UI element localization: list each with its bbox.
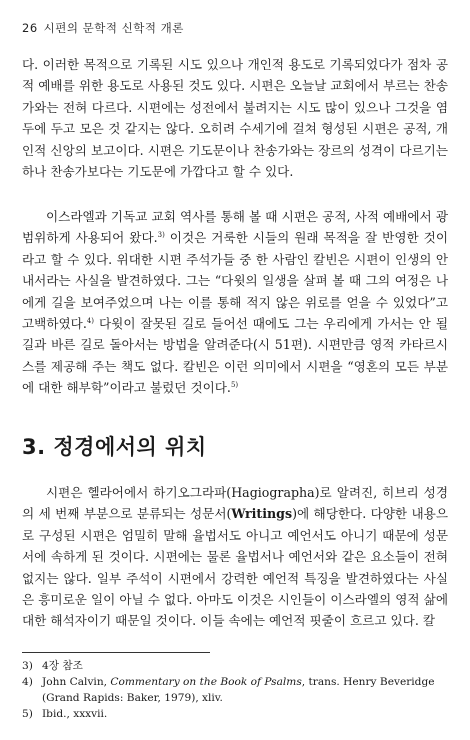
paragraph-3-text — [22, 482, 448, 632]
footnotes — [22, 658, 448, 722]
footnote-5 — [22, 706, 448, 722]
paragraph-2-part-2: 이것은 거룩한 시들의 원래 목적을 잘 반영한 것이라고 할 수 있다. 위대한 시편 주석가들 중 한 사람인 칼빈은 시편이 인생의 안내서라는 사실을 발견하였다. 그는 “다윗의 일생을 살펴 볼 때 그의 여정은 나에게 길을 보여주었으며 나는 이를 통해 적지 않은 위로를 얻을 수 있었다”고 고백하였다. — [22, 230, 448, 332]
footnote-3 — [22, 658, 448, 674]
paragraph-1-text: 다. 이러한 목적으로 기록된 시도 있으나 개인적 용도로 기록되었다가 점차 공적 예배를 위한 용도로 사용된 것도 있다. 시편은 오늘날 교회에서 부르는 찬송가와는 전혀 다르다. 시편에는 성전에서 불려지는 시도 많이 있으나 그것을 염두에 두고 모은 것 같지는 않다. 오히려 수세기에 걸쳐 형성된 시편은 공적, 개인적 신앙의 보고이다. 시편은 기도문이나 찬송가와는 장르의 성격이 다르기는 하나 찬송가보다는 기도문에 가깝다고 할 수 있다. — [22, 57, 448, 180]
paragraph-2-part-1: 이스라엘과 기독교 교회 역사를 통해 볼 때 시편은 공적, 사적 예배에서 광범위하게 사용되어 왔다. — [22, 209, 448, 246]
section-heading: 3. 정경에서의 위치 — [22, 435, 207, 459]
footnote-divider — [22, 652, 210, 653]
footnote-number: 5) — [22, 708, 33, 720]
paragraph-2-text — [22, 206, 448, 399]
paragraph-3-part-2: )에 해당한다. 다양한 내용으로 구성된 시편은 엄밀히 말해 율법서도 아니고 예언서도 아니기 때문에 성문서에 속하게 된 것이다. 시편에는 물론 율법서나 예언서와 같은 요소들이 전혀 없지는 않다. 일부 주석이 시편에서 강력한 예언적 특징을 발견하였다는 사실은 흥미로운 일이 아닐 수 없다. 아마도 이것은 시인들이 이스라엘의 영적 삶에 대한 해석자이기 때문일 것이다. 이들 속에는 예언적 핏줄이 흐르고 있다. 칼 — [22, 506, 448, 629]
paragraph-3-part-1: 시편은 헬라어에서 하기오그라파(Hagiographa)로 알려진, 히브리 성경의 세 번째 부분으로 분류되는 성문서( — [22, 485, 448, 522]
paragraph-3 — [22, 482, 448, 632]
book-title: 시편의 문학적 신학적 개론 — [43, 21, 184, 35]
footnote-citation: , trans. Henry Beveridge (Grand Rapids: Baker, 1979), xliv. — [42, 676, 435, 704]
footnote-number: 3) — [22, 660, 33, 672]
footnote-author: John Calvin, — [42, 676, 111, 688]
footnote-text: 4장 참조 — [42, 660, 83, 672]
footnote-book-title: Commentary on the Book of Psalms — [110, 676, 302, 688]
footnote-ref-3: 3) — [157, 231, 165, 240]
paragraph-1 — [22, 54, 448, 182]
paragraph-2 — [22, 206, 448, 399]
footnote-text — [42, 674, 448, 706]
paragraph-2-part-3: 다윗이 잘못된 길로 들어선 때에도 그는 우리에게 가서는 안 될 길과 바른 길로 돌아서는 방법을 알려준다(시 51편). 시편만큼 영적 카타르시스를 제공해 주는 책도 없다. 칼빈은 이런 의미에서 시편을 “영혼의 모든 부분에 대한 해부학”이라고 불렀던 것이다. — [22, 316, 448, 396]
paragraph-3-bold-term: Writings — [231, 506, 293, 522]
footnote-4 — [22, 674, 448, 706]
footnote-number: 4) — [22, 676, 33, 688]
page-number: 26 — [22, 21, 38, 35]
footnote-ref-5: 5) — [230, 381, 239, 390]
footnote-text: Ibid., xxxvii. — [42, 708, 108, 720]
footnote-ref-4: 4) — [86, 316, 95, 325]
running-header — [22, 20, 184, 36]
